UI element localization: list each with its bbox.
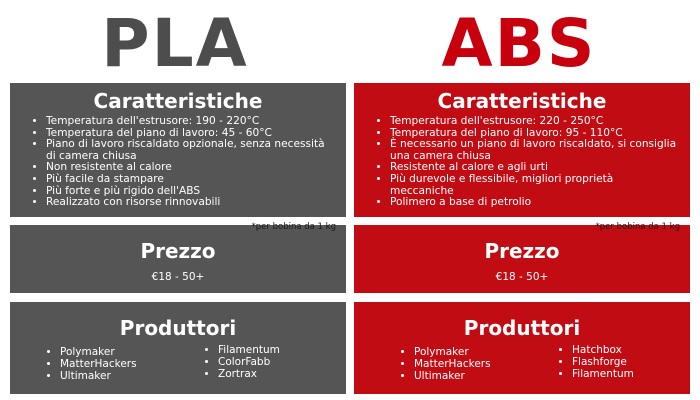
list-item: • Temperatura del piano di lavoro: 95 - 110°C	[390, 128, 680, 140]
list-item: • Ultimaker	[60, 370, 137, 382]
abs-characteristics-box	[354, 83, 690, 217]
pla-characteristics-box	[10, 83, 346, 217]
pla-price-box	[10, 222, 346, 293]
list-item: • Polymaker	[414, 346, 491, 358]
abs-characteristics-list	[364, 116, 680, 209]
pla-price-value: €18 - 50+	[151, 271, 205, 283]
list-item: • Hatchbox	[572, 344, 634, 356]
list-item: • Temperatura dell'estrusore: 220 - 250°C	[390, 116, 680, 128]
abs-producers-list-2	[556, 344, 634, 380]
pla-characteristics-list	[20, 116, 336, 209]
abs-producers-box	[354, 302, 690, 394]
list-item: • Temperatura del piano di lavoro: 45 - 60°C	[46, 128, 336, 140]
list-item: • Filamentum	[572, 368, 634, 380]
list-item: • Temperatura dell'estrusore: 190 - 220°C	[46, 116, 336, 128]
pla-characteristics-heading: Caratteristiche	[93, 89, 263, 113]
abs-price-note: *per bobina da 1 kg	[595, 222, 680, 232]
pla-price-note: *per bobina da 1 kg	[251, 222, 336, 232]
list-item: • Flashforge	[572, 356, 634, 368]
list-item: • Non resistente al calore	[46, 162, 336, 174]
list-item: • Polimero a base di petrolio	[390, 197, 680, 209]
abs-title: ABS	[441, 5, 597, 82]
list-item: • MatterHackers	[414, 358, 491, 370]
abs-producers-list-1	[398, 346, 491, 382]
list-item: • Piano di lavoro riscaldato opzionale, senza necessità di camera chiusa	[46, 139, 336, 162]
abs-price-heading: Prezzo	[484, 239, 560, 263]
list-item: • Ultimaker	[414, 370, 491, 382]
abs-price-box	[354, 222, 690, 293]
list-item: • Filamentum	[218, 344, 280, 356]
list-item: • Più forte e più rigido dell'ABS	[46, 186, 336, 198]
pla-producers-box	[10, 302, 346, 394]
abs-characteristics-heading: Caratteristiche	[437, 89, 607, 113]
abs-producers-heading: Produttori	[463, 316, 581, 340]
list-item: • Polymaker	[60, 346, 137, 358]
pla-producers-list-2	[202, 344, 280, 380]
list-item: • Più facile da stampare	[46, 174, 336, 186]
pla-price-heading: Prezzo	[140, 239, 216, 263]
list-item: • Realizzato con risorse rinnovabili	[46, 197, 336, 209]
pla-producers-heading: Produttori	[119, 316, 237, 340]
list-item: • Resistente al calore e agli urti	[390, 162, 680, 174]
list-item: • MatterHackers	[60, 358, 137, 370]
list-item: • Zortrax	[218, 368, 280, 380]
list-item: • È necessario un piano di lavoro riscaldato, si consiglia una camera chiusa	[390, 139, 680, 162]
pla-producers-list-1	[44, 346, 137, 382]
abs-price-value: €18 - 50+	[495, 271, 549, 283]
list-item: • ColorFabb	[218, 356, 280, 368]
list-item: • Più durevole e flessibile, migliori proprietà meccaniche	[390, 174, 680, 197]
pla-title: PLA	[101, 5, 249, 82]
